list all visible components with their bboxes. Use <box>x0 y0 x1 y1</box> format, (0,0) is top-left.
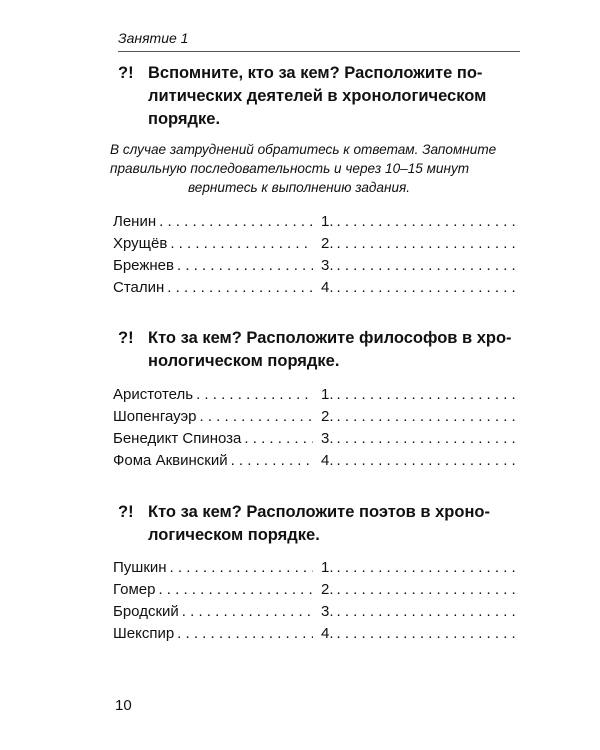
list-item <box>113 601 523 623</box>
answer-blank[interactable] <box>337 623 521 645</box>
answer-dots <box>159 211 313 233</box>
answer-blank[interactable] <box>337 277 521 299</box>
item-name: Ленин <box>113 213 157 230</box>
answer-number: 2. <box>321 581 334 598</box>
answer-blank[interactable] <box>337 579 521 601</box>
item-name: Хрущёв <box>113 235 168 252</box>
task-3-mark: ?! <box>118 503 134 521</box>
task-1-mark: ?! <box>118 64 134 82</box>
list-item <box>113 233 523 255</box>
item-name: Шопенгауэр <box>113 408 197 425</box>
answer-number: 1. <box>321 213 334 230</box>
task-2-title-line1: Кто за кем? Расположите философов в хро- <box>148 329 512 347</box>
answer-number: 3. <box>321 430 334 447</box>
task-1-title-line1: Вспомните, кто за кем? Расположите по- <box>148 64 483 82</box>
item-name: Пушкин <box>113 559 167 576</box>
item-name: Гомер <box>113 581 156 598</box>
list-item <box>113 255 523 277</box>
task-2-title <box>118 327 528 373</box>
answer-number: 4. <box>321 452 334 469</box>
page-number: 10 <box>115 697 132 714</box>
task-1-title-line2: литических деятелей в хронологическом <box>148 87 487 105</box>
task-2-title-line2: нологическом порядке. <box>148 352 340 370</box>
task-3-list <box>113 557 523 645</box>
answer-dots <box>158 579 313 601</box>
answer-dots <box>244 428 313 450</box>
answer-number: 3. <box>321 257 334 274</box>
list-item <box>113 428 523 450</box>
list-item <box>113 384 523 406</box>
list-item <box>113 450 523 472</box>
answer-blank[interactable] <box>337 428 521 450</box>
hint-line3: вернитесь к выполнению задания. <box>188 180 411 195</box>
task-2-list <box>113 384 523 472</box>
answer-blank[interactable] <box>337 601 521 623</box>
answer-dots <box>177 623 313 645</box>
answer-dots <box>196 384 313 406</box>
list-item <box>113 277 523 299</box>
answer-number: 2. <box>321 408 334 425</box>
hint-line2: правильную последовательность и через 10–15 минут <box>110 161 470 176</box>
answer-number: 1. <box>321 386 334 403</box>
answer-dots <box>177 255 313 277</box>
answer-number: 4. <box>321 279 334 296</box>
answer-number: 2. <box>321 235 334 252</box>
item-name: Брежнев <box>113 257 174 274</box>
answer-blank[interactable] <box>337 557 521 579</box>
task-1-list <box>113 211 523 299</box>
task-3-title <box>118 501 528 547</box>
task-1-hint <box>110 140 525 197</box>
item-name: Бенедикт Спиноза <box>113 430 242 447</box>
list-item <box>113 406 523 428</box>
answer-dots <box>170 557 313 579</box>
answer-dots <box>182 601 313 623</box>
list-item <box>113 579 523 601</box>
task-1-title <box>118 62 528 131</box>
item-name: Шекспир <box>113 625 175 642</box>
task-2-mark: ?! <box>118 329 134 347</box>
lesson-title: Занятие 1 <box>118 30 189 46</box>
answer-number: 4. <box>321 625 334 642</box>
item-name: Аристотель <box>113 386 194 403</box>
item-name: Сталин <box>113 279 165 296</box>
answer-dots <box>231 450 313 472</box>
answer-number: 1. <box>321 559 334 576</box>
item-name: Бродский <box>113 603 179 620</box>
answer-blank[interactable] <box>337 450 521 472</box>
answer-blank[interactable] <box>337 406 521 428</box>
answer-blank[interactable] <box>337 384 521 406</box>
task-3-title-line2: логическом порядке. <box>148 526 320 544</box>
answer-number: 3. <box>321 603 334 620</box>
item-name: Фома Аквинский <box>113 452 228 469</box>
hint-line1: В случае затруднений обратитесь к ответам. Запомните <box>110 142 497 157</box>
list-item <box>113 557 523 579</box>
task-1-title-line3: порядке. <box>148 110 221 128</box>
list-item <box>113 623 523 645</box>
answer-blank[interactable] <box>337 233 521 255</box>
answer-blank[interactable] <box>337 255 521 277</box>
answer-blank[interactable] <box>337 211 521 233</box>
task-3-title-line1: Кто за кем? Расположите поэтов в хроно- <box>148 503 491 521</box>
answer-dots <box>167 277 313 299</box>
page-header <box>118 30 520 52</box>
answer-dots <box>170 233 313 255</box>
answer-dots <box>199 406 313 428</box>
list-item <box>113 211 523 233</box>
